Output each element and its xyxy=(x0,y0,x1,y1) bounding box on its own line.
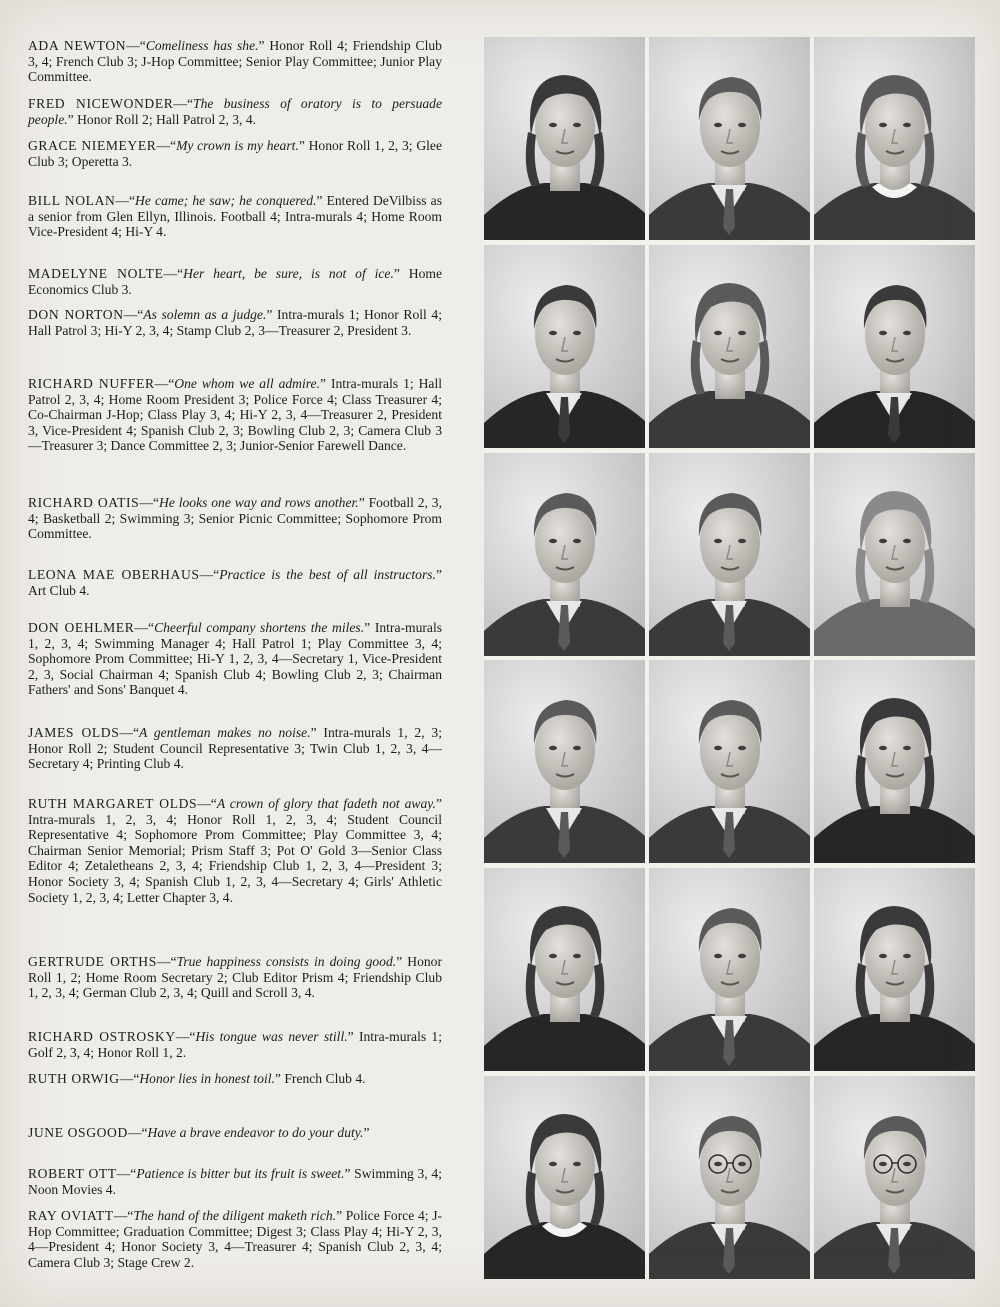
portrait-photo xyxy=(814,1076,975,1279)
portrait-photo xyxy=(484,37,645,240)
portrait-photo xyxy=(484,1076,645,1279)
portrait-photo xyxy=(484,868,645,1071)
entry: FRED NICEWONDER—“The business of oratory is to persuade people.” Honor Roll 2; Hall Patrol 2, 3, 4. xyxy=(28,96,443,127)
portrait-photo xyxy=(814,868,975,1071)
portrait-photo xyxy=(814,453,975,656)
portrait-photo xyxy=(649,660,810,863)
portrait-photo xyxy=(649,37,810,240)
portrait-photo xyxy=(814,245,975,448)
entry: BILL NOLAN—“He came; he saw; he conquered.” Entered DeVilbiss as a senior from Glen Ellyn, Illinois. Football 4; Intra-murals 4; Home Room Vice-President 4; Hi-Y 4. xyxy=(28,193,442,240)
portrait-photo xyxy=(814,37,975,240)
entry: ADA NEWTON—“Comeliness has she.” Honor Roll 4; Friendship Club 3, 4; French Club 3; J-Hop Committee; Senior Play Committee; Junior Play Committee. xyxy=(28,38,442,85)
entry: RICHARD OSTROSKY—“His tongue was never still.” Intra-murals 1; Golf 2, 3, 4; Honor Roll 1, 2. xyxy=(28,1029,442,1060)
entry: RICHARD OATIS—“He looks one way and rows another.” Football 2, 3, 4; Basketball 2; Swimming 3; Senior Picnic Committee; Sophomore Prom Committee. xyxy=(28,495,442,542)
entry: JUNE OSGOOD—“Have a brave endeavor to do your duty.” xyxy=(28,1125,370,1140)
entry: RAY OVIATT—“The hand of the diligent maketh rich.” Police Force 4; J-Hop Committee; Graduation Committee; Digest 3; Class Play 4; Hi-Y 2, 3, 4—President 4; Honor Society 3, 4—Treasurer 4; Spanish Club 2, 3, 4; Camera Club 3; Stage Crew 2. xyxy=(28,1208,443,1270)
portrait-photo xyxy=(649,245,810,448)
entry: RUTH MARGARET OLDS—“A crown of glory that fadeth not away.” Intra-murals 1, 2, 3, 4; Honor Roll 1, 2, 3, 4; Student Council Representative 4; Sophomore Prom Committee; Play Committee 3, 4; Chairman Senior Memorial; Prism Staff 3; Pot O' Gold 3—Senior Class Editor 4; Zetaletheans 2, 3, 4; Friendship Club 1, 2, 3, 4—President 3; Honor Society 3, 4; Spanish Club 1, 2, 3, 4—Secretary 4; Girls' Athletic Society 1, 2, 3, 4; Letter Chapter 3, 4. xyxy=(28,796,442,905)
entry: GRACE NIEMEYER—“My crown is my heart.” Honor Roll 1, 2, 3; Glee Club 3; Operetta 3. xyxy=(28,138,442,169)
portrait-grid xyxy=(484,37,975,1279)
portrait-photo xyxy=(484,245,645,448)
entry: RUTH ORWIG—“Honor lies in honest toil.” French Club 4. xyxy=(28,1071,366,1086)
portrait-photo xyxy=(649,868,810,1071)
entry: LEONA MAE OBERHAUS—“Practice is the best of all instructors.” Art Club 4. xyxy=(28,567,442,598)
portrait-photo xyxy=(484,453,645,656)
entry: DON NORTON—“As solemn as a judge.” Intra-murals 1; Honor Roll 4; Hall Patrol 3; Hi-Y 2, 3, 4; Stamp Club 2, 3—Treasurer 2, President 3. xyxy=(28,307,442,338)
entry: JAMES OLDS—“A gentleman makes no noise.” Intra-murals 1, 2, 3; Honor Roll 2; Student Council Representative 3; Twin Club 1, 2, 3, 4—Secretary 4; Printing Club 4. xyxy=(28,725,442,772)
entry: GERTRUDE ORTHS—“True happiness consists in doing good.” Honor Roll 1, 2; Home Room Secretary 2; Club Editor Prism 4; Friendship Club 1, 2, 3, 4; German Club 2, 3, 4; Quill and Scroll 3, 4. xyxy=(28,954,442,1001)
portrait-photo xyxy=(649,1076,810,1279)
entry: RICHARD NUFFER—“One whom we all admire.” Intra-murals 1; Hall Patrol 2, 3, 4; Home Room President 3; Police Force 4; Class Treasurer 4; Co-Chairman J-Hop; Class Play 3, 4; Hi-Y 2, 3, 4—Treasurer 2, President 3, Vice-President 4; Spanish Club 2, 3; Bowling Club 2, 3; Camera Club 3—Treasurer 3; Dance Committee 2, 3; Junior-Senior Farewell Dance. xyxy=(28,376,442,454)
entry: DON OEHLMER—“Cheerful company shortens the miles.” Intra-murals 1, 2, 3, 4; Swimming Manager 4; Hall Patrol 1; Play Committee 3, 4; Sophomore Prom Committee; Hi-Y 1, 2, 3, 4—Secretary 1, Vice-President 2, 3, Social Chairman 4; Spanish Club 4; Bowling Club 2, 3; Chairman Fathers' and Sons' Banquet 4. xyxy=(28,620,443,698)
portrait-photo xyxy=(484,660,645,863)
entry: ROBERT OTT—“Patience is bitter but its fruit is sweet.” Swimming 3, 4; Noon Movies 4. xyxy=(28,1166,442,1197)
entry: MADELYNE NOLTE—“Her heart, be sure, is not of ice.” Home Economics Club 3. xyxy=(28,266,442,297)
portrait-photo xyxy=(649,453,810,656)
portrait-photo xyxy=(814,660,975,863)
